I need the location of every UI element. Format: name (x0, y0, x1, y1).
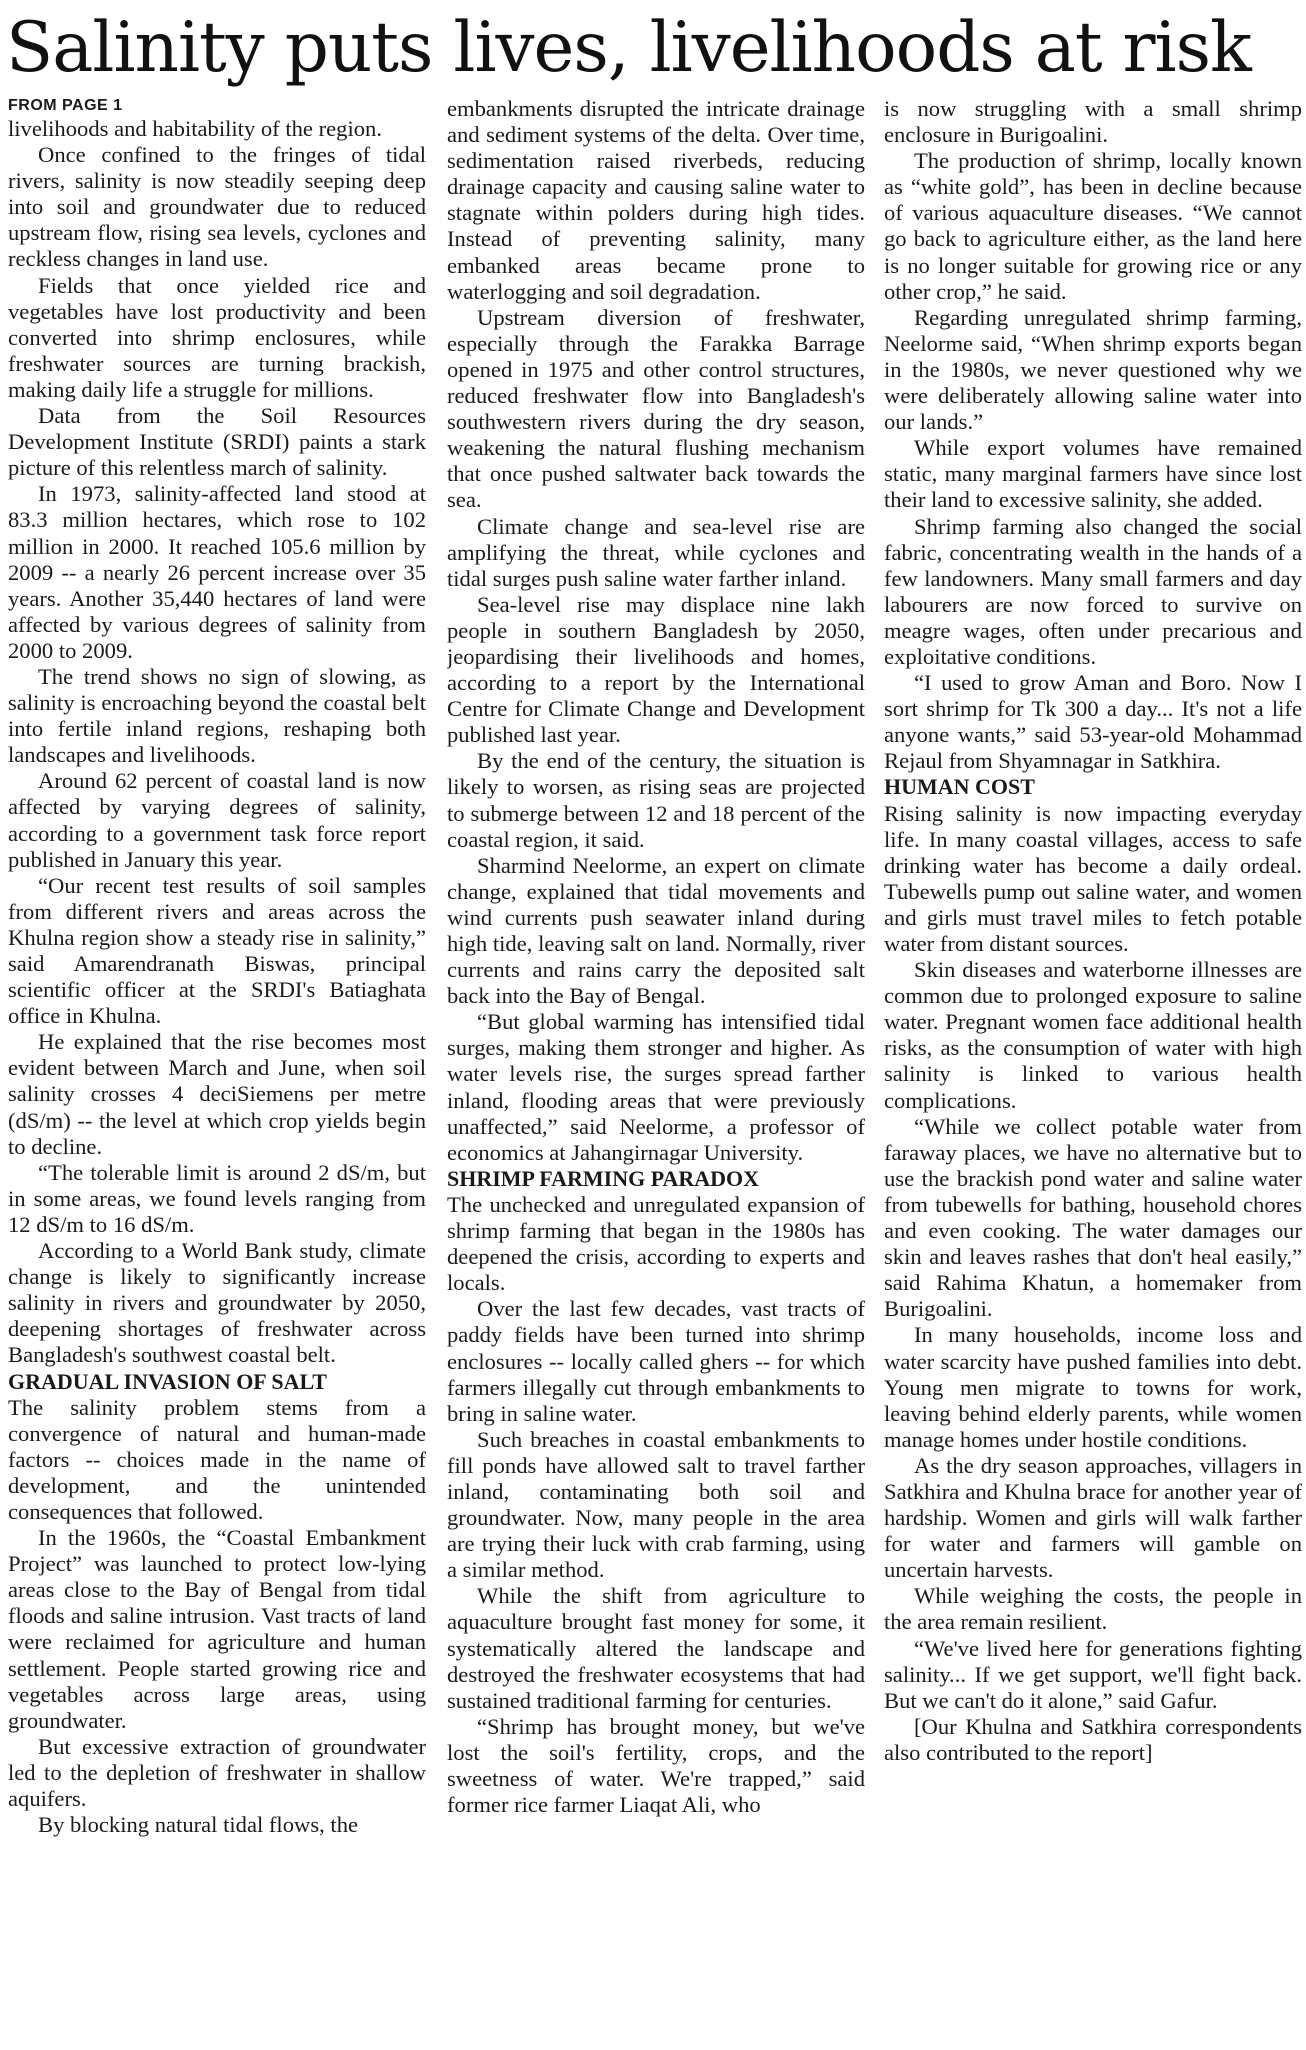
paragraph: “The tolerable limit is around 2 dS/m, but in some areas, we found levels ranging from 12 dS/m to 16 dS/m. (8, 1159, 426, 1237)
paragraph: The unchecked and unregulated expansion of shrimp farming that began in the 1980s has deepened the crisis, according to experts and locals. (447, 1191, 865, 1296)
paragraph: Shrimp farming also changed the social fabric, concentrating wealth in the hands of a few landowners. Many small farmers and day labourers are now forced to survive on meagre wages, often under precarious and exploitative conditions. (884, 513, 1302, 669)
paragraph: is now struggling with a small shrimp enclosure in Burigoalini. (884, 96, 1302, 148)
paragraph: In 1973, salinity-affected land stood at 83.3 million hectares, which rose to 102 million in 2000. It reached 105.6 million by 2009 -- a nearly 26 percent increase over 35 years. Another 35,440 hectares of land were affected by various degrees of salinity from 2000 to 2009. (8, 481, 426, 663)
paragraph: Rising salinity is now impacting everyday life. In many coastal villages, access to safe drinking water has become a daily ordeal. Tubewells pump out saline water, and women and girls must travel miles to fetch potable water from distant sources. (884, 800, 1302, 956)
paragraph: Regarding unregulated shrimp farming, Neelorme said, “When shrimp exports began in the 1980s, we never questioned why we were deliberately allowing saline water into our lands.” (884, 304, 1302, 435)
column-3 (884, 96, 1302, 2046)
paragraph: In many households, income loss and water scarcity have pushed families into debt. Young men migrate to towns for work, leaving behind elderly parents, while women manage homes under hostile conditions. (884, 1322, 1302, 1452)
paragraph: By blocking natural tidal flows, the (38, 1812, 359, 1838)
paragraph: livelihoods and habitability of the region. (8, 116, 382, 141)
paragraph: While weighing the costs, the people in the area remain resilient. (884, 1583, 1302, 1635)
paragraph: As the dry season approaches, villagers in Satkhira and Khulna brace for another year of hardship. Women and girls will walk farther for water and farmers will gamble on uncertain harvests. (884, 1452, 1302, 1583)
paragraph: The trend shows no sign of slowing, as salinity is encroaching beyond the coastal belt into fertile inland regions, reshaping both landscapes and livelihoods. (8, 663, 426, 768)
subhead-human-cost: HUMAN COST (884, 774, 1035, 800)
paragraph: Fields that once yielded rice and vegetables have lost productivity and been converted into shrimp enclosures, while freshwater sources are turning brackish, making daily life a struggle for millions. (8, 272, 426, 402)
paragraph: The salinity problem stems from a convergence of natural and human-made factors -- choices made in the name of development, and the unintended consequences that followed. (8, 1394, 426, 1524)
paragraph: Data from the Soil Resources Development Institute (SRDI) paints a stark picture of this relentless march of salinity. (8, 403, 426, 481)
paragraph: [Our Khulna and Satkhira correspondents also contributed to the report] (884, 1713, 1302, 1765)
paragraph: Such breaches in coastal embankments to fill ponds have allowed salt to travel farther inland, contaminating both soil and groundwater. Now, many people in the area are trying their luck with crab farming, using a similar method. (447, 1426, 865, 1583)
paragraph: Sea-level rise may displace nine lakh people in southern Bangladesh by 2050, jeopardising their livelihoods and homes, according to a report by the International Centre for Climate Change and Development published last year. (447, 591, 865, 748)
paragraph: While the shift from agriculture to aquaculture brought fast money for some, it systematically altered the landscape and destroyed the freshwater ecosystems that had sustained traditional farming for centuries. (447, 1583, 865, 1713)
paragraph: Around 62 percent of coastal land is now affected by varying degrees of salinity, according to a government task force report published in January this year. (8, 768, 426, 872)
paragraph: By the end of the century, the situation is likely to worsen, as rising seas are projected to submerge between 12 and 18 percent of the coastal region, it said. (447, 748, 865, 852)
paragraph: But excessive extraction of groundwater led to the depletion of freshwater in shallow aquifers. (8, 1733, 426, 1811)
paragraph: embankments disrupted the intricate drainage and sediment systems of the delta. Over time, sedimentation raised riverbeds, reducing drainage capacity and causing saline water to stagnate within polders during high tides. Instead of preventing salinity, many embanked areas became prone to waterlogging and soil degradation. (447, 96, 865, 304)
column-1 (8, 96, 426, 2046)
paragraph: “Shrimp has brought money, but we've lost the soil's fertility, crops, and the sweetness of water. We're trapped,” said former rice farmer Liaqat Ali, who (447, 1713, 865, 1818)
paragraph: “While we collect potable water from faraway places, we have no alternative but to use the brackish pond water and saline water from tubewells for bathing, household chores and even cooking. The water damages our skin and leaves rashes that don't heal easily,” said Rahima Khatun, a homemaker from Burigoalini. (884, 1113, 1302, 1322)
subhead-shrimp-farming-paradox: SHRIMP FARMING PARADOX (447, 1165, 760, 1191)
paragraph: According to a World Bank study, climate change is likely to significantly increase salinity in rivers and groundwater by 2050, deepening shortages of freshwater across Bangladesh's southwest coastal belt. (8, 1238, 426, 1368)
paragraph: Sharmind Neelorme, an expert on climate change, explained that tidal movements and wind currents push seawater inland during high tide, leaving salt on land. Normally, river currents and rains carry the deposited salt back into the Bay of Bengal. (447, 852, 865, 1009)
paragraph: “We've lived here for generations fighting salinity... If we get support, we'll fight back. But we can't do it alone,” said Gafur. (884, 1635, 1302, 1713)
subhead-gradual-invasion: GRADUAL INVASION OF SALT (8, 1368, 327, 1394)
paragraph: The production of shrimp, locally known as “white gold”, has been in decline because of various aquaculture diseases. “We cannot go back to agriculture either, as the land here is no longer suitable for growing rice or any other crop,” he said. (884, 148, 1302, 304)
paragraph: Over the last few decades, vast tracts of paddy fields have been turned into shrimp enclosures -- locally called ghers -- for which farmers illegally cut through embankments to bring in saline water. (447, 1296, 865, 1426)
paragraph: In the 1960s, the “Coastal Embankment Project” was launched to protect low-lying areas close to the Bay of Bengal from tidal floods and saline intrusion. Vast tracts of land were reclaimed for agriculture and human settlement. People started growing rice and vegetables across large areas, using groundwater. (8, 1525, 426, 1733)
paragraph: Climate change and sea-level rise are amplifying the threat, while cyclones and tidal surges push saline water farther inland. (447, 513, 865, 591)
paragraph: While export volumes have remained static, many marginal farmers have since lost their land to excessive salinity, she added. (884, 435, 1302, 513)
paragraph: “But global warming has intensified tidal surges, making them stronger and higher. As water levels rise, the surges spread farther inland, flooding areas that were previously unaffected,” said Neelorme, a professor of economics at Jahangirnagar University. (447, 1009, 865, 1165)
paragraph: He explained that the rise becomes most evident between March and June, when soil salinity crosses 4 deciSiemens per metre (dS/m) -- the level at which crop yields begin to decline. (8, 1029, 426, 1159)
headline: Salinity puts lives, livelihoods at risk (6, 8, 1251, 88)
continuation-kicker: FROM PAGE 1 (8, 97, 123, 114)
paragraph: “I used to grow Aman and Boro. Now I sort shrimp for Tk 300 a day... It's not a life anyone wants,” said 53-year-old Mohammad Rejaul from Shyamnagar in Satkhira. (884, 670, 1302, 774)
paragraph: Skin diseases and waterborne illnesses are common due to prolonged exposure to saline water. Pregnant women face additional health risks, as the consumption of water with high salinity is linked to various health complications. (884, 957, 1302, 1113)
paragraph: “Our recent test results of soil samples from different rivers and areas across the Khulna region show a steady rise in salinity,” said Amarendranath Biswas, principal scientific officer at the SRDI's Batiaghata office in Khulna. (8, 872, 426, 1029)
paragraph: Upstream diversion of freshwater, especially through the Farakka Barrage opened in 1975 and other control structures, reduced freshwater flow into Bangladesh's southwestern rivers during the dry season, weakening the natural flushing mechanism that once pushed saltwater back towards the sea. (447, 304, 865, 513)
paragraph: Once confined to the fringes of tidal rivers, salinity is now steadily seeping deep into soil and groundwater due to reduced upstream flow, rising sea levels, cyclones and reckless changes in land use. (8, 142, 426, 272)
column-2 (447, 96, 865, 2046)
